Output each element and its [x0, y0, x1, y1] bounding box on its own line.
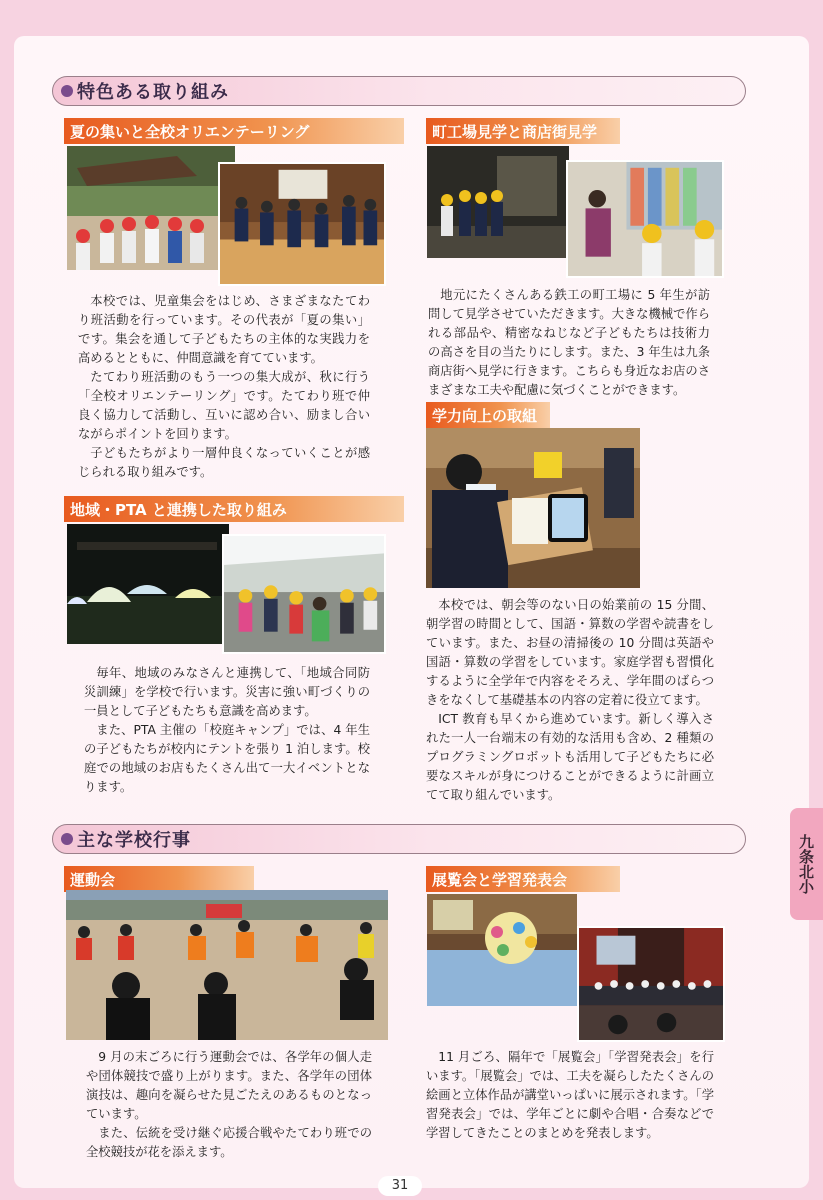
section-bullet: [61, 833, 73, 845]
paragraph: 地元にたくさんある鉄工の町工場に 5 年生が訪問して見学させていただきます。大きな機械で作られる部品や、精密なねじなど子どもたちは技術力の高さを目の当たりにします。また、3 年生は九条商店街へ見学に行きます。こちらも身近なお店のさまざまな工夫や配慮に気づくことができます。: [428, 288, 710, 397]
subheading-community: 地域・PTA と連携した取り組み: [64, 496, 404, 522]
section-header-events: [52, 824, 746, 854]
photo-shopping-street: [566, 160, 724, 278]
subheading-summer: 夏の集いと全校オリエンテーリング: [64, 118, 404, 144]
text-factory: [428, 286, 710, 400]
paragraph: 本校では、朝会等のない日の始業前の 15 分間、朝学習の時間として、国語・算数の学習や読書をしています。また、お昼の清掃後の 10 分間は英語や国語・算数の学習をしています。家庭学習も習慣化するように全学年で内容をそろえ、学年間のばらつきをなくして基礎基本の内容の定着に役立てます。: [426, 598, 714, 707]
paragraph: 毎年、地域のみなさんと連携して、「地域合同防災訓練」を学校で行います。災害に強い町づくりの一員として子どもたちも意識を高めます。: [84, 666, 370, 718]
subheading-sports: 運動会: [64, 866, 254, 892]
photo-factory-visit: [427, 146, 569, 258]
section-header-featured: [52, 76, 746, 106]
paragraph: また、伝統を受け継ぐ応援合戦やたてわり班での全校競技が花を添えます。: [86, 1126, 372, 1159]
photo-classroom-ict: [426, 428, 640, 588]
school-name-label: 九条北小: [797, 834, 815, 894]
section-bullet: [61, 85, 73, 97]
paragraph: 9 月の末ごろに行う運動会では、各学年の個人走や団体競技で盛り上がります。また、各学年の団体演技は、趣向を凝らせた見ごたえのあるものとなっています。: [86, 1050, 372, 1121]
photo-orienteering: [218, 162, 386, 286]
section-title: 主な学校行事: [77, 830, 191, 851]
paragraph: ICT 教育も早くから進めています。新しく導入された一人一台端末の有効的な活用も含め、2 種類のプログラミングロボットも活用して子どもたちに必要なスキルが身につけることができるように計画立てて取り組んでいます。: [426, 712, 714, 802]
paragraph: 子どもたちがより一層仲良くなっていくことが感じられる取り組みです。: [78, 446, 370, 479]
photo-presentation: [577, 926, 725, 1042]
text-exhibit: [426, 1048, 714, 1143]
paragraph: また、PTA 主催の「校庭キャンプ」では、4 年生の子どもたちが校内にテントを張り 1 泊します。校庭での地域のお店もたくさん出て一大イベントとなります。: [84, 723, 370, 794]
text-summer: [78, 292, 370, 482]
photo-camp-night: [67, 524, 229, 644]
photo-summer-gathering: [67, 146, 235, 270]
school-side-tab: [790, 808, 823, 920]
subheading-academic: 学力向上の取組: [426, 402, 550, 428]
subheading-exhibit: 展覧会と学習発表会: [426, 866, 620, 892]
paragraph: たてわり班活動のもう一つの集大成が、秋に行う「全校オリエンテーリング」です。たてわり班で仲良く協力して活動し、互いに認め合い、励まし合いながらポイントを回ります。: [78, 370, 370, 441]
text-sports: [86, 1048, 372, 1162]
photo-art-exhibition: [427, 894, 577, 1006]
photo-disaster-drill: [222, 534, 386, 654]
page-number: 31: [378, 1176, 422, 1196]
paragraph: 本校では、児童集会をはじめ、さまざまなたてわり班活動を行っています。その代表が「夏の集い」です。集会を通して子どもたちの主体的な実践力を高めるとともに、仲間意識を育てています。: [78, 294, 370, 365]
photo-sports-day: [66, 890, 388, 1040]
text-community: [84, 664, 370, 797]
paragraph: 11 月ごろ、隔年で「展覧会」「学習発表会」を行います。「展覧会」では、工夫を凝らしたたくさんの絵画と立体作品が講堂いっぱいに展示されます。「学習発表会」では、学年ごとに劇や合唱・合奏などで学習してきたことのまとめを発表します。: [426, 1050, 714, 1140]
section-title: 特色ある取り組み: [77, 82, 229, 103]
subheading-factory: 町工場見学と商店街見学: [426, 118, 620, 144]
text-academic: [426, 596, 714, 805]
